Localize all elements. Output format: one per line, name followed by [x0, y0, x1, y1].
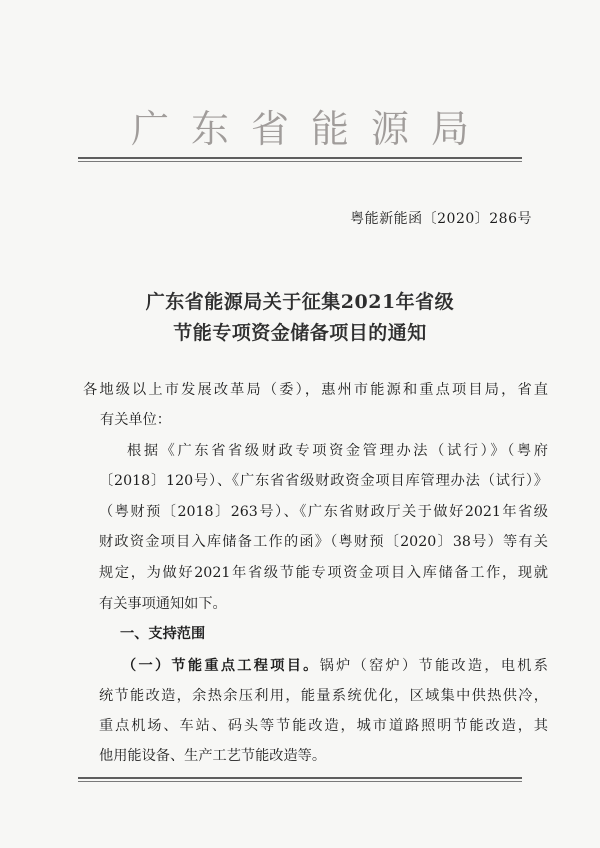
section-heading-1: 一、支持范围	[120, 626, 206, 642]
item-1-line-1-text: 锅炉（窑炉）节能改造，电机系	[319, 658, 548, 674]
addressee-line-1: 各地级以上市发展改革局（委），惠州市能源和重点项目局，省直	[83, 382, 548, 398]
document-title-line-1: 广东省能源局关于征集2021年省级	[145, 291, 455, 313]
intro-line-6: 有关事项通知如下。	[99, 596, 227, 612]
item-1-line-4: 他用能设备、生产工艺节能改造等。	[99, 748, 327, 764]
intro-line-1: 根据《广东省省级财政专项资金管理办法（试行）》（粤府	[127, 443, 548, 459]
item-1-line-1	[122, 656, 548, 676]
addressee-line-2: 有关单位：	[100, 412, 171, 428]
document-number: 粤能新能函〔2020〕286号	[350, 211, 532, 227]
agency-letterhead: 广东省能源局	[130, 107, 491, 151]
item-1-label: （一）节能重点工程项目。	[122, 658, 320, 674]
document-title-line-2: 节能专项资金储备项目的通知	[173, 322, 427, 344]
item-1-line-3: 重点机场、车站、码头等节能改造，城市道路照明节能改造，其	[99, 718, 548, 734]
footer-rule-thin	[78, 781, 522, 782]
footer-rule-thick	[78, 777, 522, 779]
letterhead-rule-thin	[78, 161, 522, 162]
intro-line-3: （粤财预〔2018〕263号）、《广东省财政厅关于做好2021年省级	[99, 504, 548, 520]
intro-line-5: 规定，为做好2021年省级节能专项资金项目入库储备工作，现就	[99, 565, 548, 581]
intro-line-4: 财政资金项目入库储备工作的函》（粤财预〔2020〕38号）等有关	[99, 534, 548, 550]
intro-line-2: 〔2018〕120号）、《广东省省级财政资金项目库管理办法（试行）》	[99, 473, 548, 489]
item-1-line-2: 统节能改造，余热余压利用，能量系统优化，区域集中供热供冷，	[99, 688, 548, 704]
letterhead-rule-thick	[78, 157, 522, 159]
